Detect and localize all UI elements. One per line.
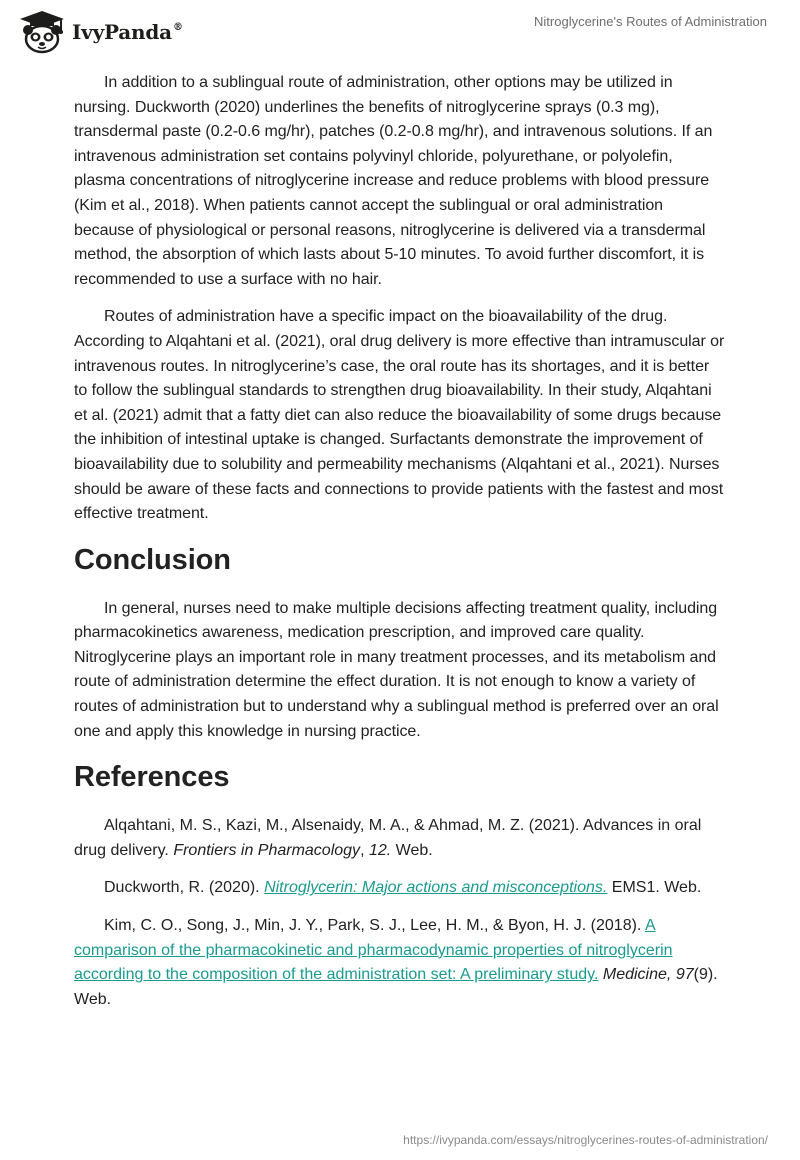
body-paragraph: In addition to a sublingual route of administration, other options may be utilized in nursing. Duckworth (2020) underlines the benefits of nitroglycerine sprays (0.3 mg), transdermal paste (0.2-0.6 mg/hr), patches (0.2-0.8 mg/hr), and intravenous solutions. If an intravenous administration set contains polyvinyl chloride, polyurethane, or polyolefin, plasma concentrations of nitroglycerine increase and reduce problems with blood pressure (Kim et al., 2018). When patients cannot accept the sublingual or oral administration because of physiological or personal reasons, nitroglycerine is delivered via a transdermal method, the absorption of which lasts about 5-10 minutes. To avoid further discomfort, it is recommended to use a surface with no hair. — [74, 74, 713, 288]
reference-link[interactable]: Nitroglycerin: Major actions and misconceptions. — [264, 879, 608, 897]
reference-item: Alqahtani, M. S., Kazi, M., Alsenaidy, M. A., & Ahmad, M. Z. (2021). Advances in oral drug delivery. Frontiers in Pharmacology, 12. Web. — [74, 817, 702, 859]
reference-item: Kim, C. O., Song, J., Min, J. Y., Park, S. J., Lee, H. M., & Byon, H. J. (2018). A comparison of the pharmacokinetic and pharmacodynamic properties of nitroglycerin according to the composition of the administration set: A preliminary study. Medicine, 97(9). Web. — [74, 917, 718, 1008]
references-heading: References — [74, 761, 230, 794]
panda-graduation-cap-icon — [16, 9, 68, 55]
page-url: https://ivypanda.com/essays/nitroglycerines-routes-of-administration/ — [403, 1133, 768, 1147]
ivypanda-logo[interactable] — [16, 9, 183, 55]
conclusion-heading: Conclusion — [74, 543, 231, 576]
logo-wordmark: IvyPanda® — [72, 20, 183, 44]
reference-item: Duckworth, R. (2020). Nitroglycerin: Major actions and misconceptions. EMS1. Web. — [104, 879, 702, 897]
conclusion-paragraph: In general, nurses need to make multiple decisions affecting treatment quality, including pharmacokinetics awareness, medication prescription, and improved care quality. Nitroglycerine plays an important role in many treatment processes, and its metabolism and route of administration determine the effect duration. It is not enough to know a variety of routes of administration but to understand why a sublingual method is preferred over an oral one and apply this knowledge in nursing practice. — [74, 599, 719, 740]
page-header — [0, 0, 800, 70]
essay-content — [74, 71, 726, 1025]
reference-link[interactable]: A comparison of the pharmacokinetic and pharmacodynamic properties of nitroglycerin according to the composition of the administration set: A preliminary study. — [74, 917, 673, 984]
body-paragraph: Routes of administration have a specific impact on the bioavailability of the drug. According to Alqahtani et al. (2021), oral drug delivery is more effective than intramuscular or intravenous routes. In nitroglycerine’s case, the oral route has its shortages, and it is better to follow the sublingual standards to strengthen drug bioavailability. In their study, Alqahtani et al. (2021) admit that a fatty diet can also reduce the bioavailability of some drugs because the inhibition of intestinal uptake is changed. Surfactants demonstrate the improvement of bioavailability due to solubility and permeability mechanisms (Alqahtani et al., 2021). Nurses should be aware of these facts and connections to provide patients with the fastest and most effective treatment. — [74, 308, 725, 523]
document-title: Nitroglycerine's Routes of Administration — [534, 14, 767, 29]
